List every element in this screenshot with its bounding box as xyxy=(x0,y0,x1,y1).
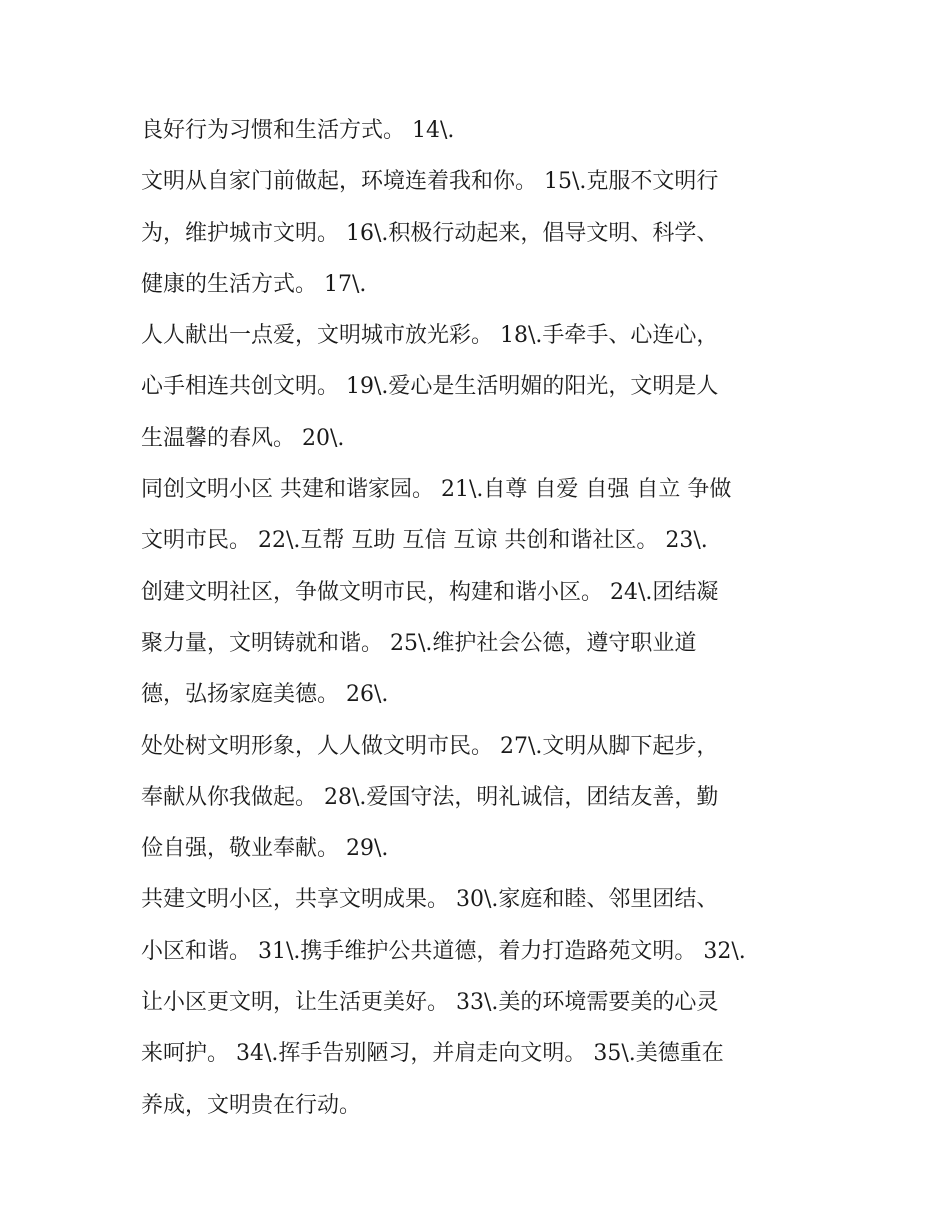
text-line: 为，维护城市文明。 16\.积极行动起来，倡导文明、科学、 xyxy=(141,220,719,246)
text-line: 同创文明小区 共建和谐家园。 21\.自尊 自爱 自强 自立 争做 xyxy=(141,477,732,503)
text-line: 小区和谐。 31\.携手维护公共道德，着力打造路苑文明。 32\. xyxy=(141,938,746,964)
text-line: 让小区更文明，让生活更美好。 33\.美的环境需要美的心灵 xyxy=(141,990,719,1016)
text-line: 聚力量，文明铸就和谐。 25\.维护社会公德，遵守职业道 xyxy=(141,630,697,656)
text-line: 来呵护。 34\.挥手告别陋习，并肩走向文明。 35\.美德重在 xyxy=(141,1041,724,1067)
text-line: 奉献从你我做起。 28\.爱国守法，明礼诚信，团结友善，勤 xyxy=(141,784,719,810)
text-line: 德，弘扬家庭美德。 26\. xyxy=(141,682,389,708)
text-line: 文明从自家门前做起，环境连着我和你。 15\.克服不文明行 xyxy=(141,169,719,195)
text-line: 心手相连共创文明。 19\.爱心是生活明媚的阳光，文明是人 xyxy=(141,374,719,400)
text-line: 共建文明小区，共享文明成果。 30\.家庭和睦、邻里团结、 xyxy=(141,887,719,913)
text-line: 健康的生活方式。 17\. xyxy=(141,271,367,297)
body-text xyxy=(141,112,841,1138)
text-line: 养成，文明贵在行动。 xyxy=(141,1092,362,1118)
text-line: 俭自强，敬业奉献。 29\. xyxy=(141,836,389,862)
text-line: 良好行为习惯和生活方式。 14\. xyxy=(141,118,455,143)
text-line: 人人献出一点爱，文明城市放光彩。 18\.手牵手、心连心， xyxy=(141,323,719,349)
text-line: 生温馨的春风。 20\. xyxy=(141,425,345,451)
text-line: 创建文明社区，争做文明市民，构建和谐小区。 24\.团结凝 xyxy=(141,579,719,605)
text-line: 处处树文明形象，人人做文明市民。 27\.文明从脚下起步， xyxy=(141,733,719,759)
text-line: 文明市民。 22\.互帮 互助 互信 互谅 共创和谐社区。 23\. xyxy=(141,528,708,554)
